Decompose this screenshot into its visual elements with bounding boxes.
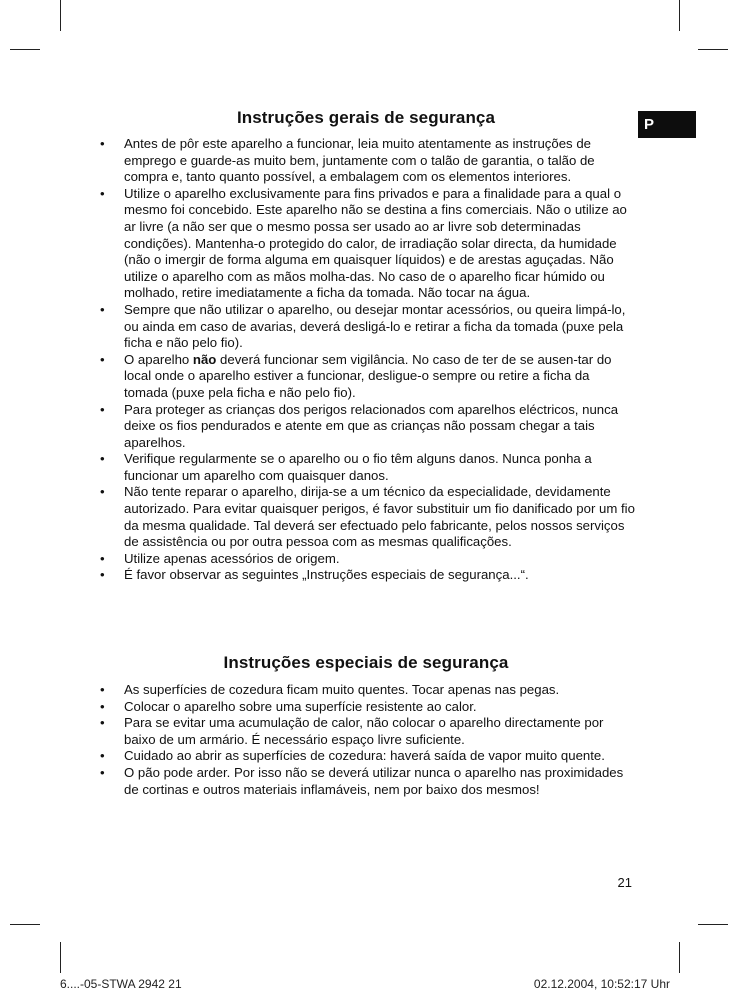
- list-item: • Não tente reparar o aparelho, dirija-se a um técnico da especialidade, devidamente autorizado. Para evitar quaisquer perigos, é favor substituir um fio danificado por um fio da mesma qualidade. Tal deverá ser efectuado pelo fabricante, pelos nossos serviços de assistência ou por outra pessoa com as mesmas qualificações.: [100, 484, 635, 550]
- crop-mark-top-left-horizontal: [10, 49, 40, 50]
- list-item-text: deverá funcionar sem vigilância. No caso de ter de se ausen-tar do local onde o aparelho estiver a funcionar, desligue-o sempre ou retire a ficha da tomada (puxe pela ficha e não pelo fio).: [124, 351, 612, 400]
- list-item: • Antes de pôr este aparelho a funcionar, leia muito atentamente as instruções de emprego e guarde-as muito bem, juntamente com o talão de garantia, o talão de compra e, tanto quanto possível, a embalagem com os elementos interiores.: [100, 136, 635, 186]
- list-item: • As superfícies de cozedura ficam muito quentes. Tocar apenas nas pegas.: [100, 682, 635, 699]
- list-item: • O pão pode arder. Por isso não se deverá utilizar nunca o aparelho nas proximidades de cortinas e outros materiais inflamáveis, nem por baixo dos mesmos!: [100, 765, 635, 798]
- footer-file-reference: 6....-05-STWA 2942 21: [60, 977, 182, 991]
- crop-mark-bottom-right-horizontal: [698, 924, 728, 925]
- list-item: • Utilize apenas acessórios de origem.: [100, 551, 635, 568]
- crop-mark-bottom-left-vertical: [60, 942, 61, 973]
- list-item: • Colocar o aparelho sobre uma superfície resistente ao calor.: [100, 699, 635, 716]
- special-safety-list: [100, 682, 635, 798]
- crop-mark-top-right-vertical: [679, 0, 680, 31]
- section-title-general-safety: Instruções gerais de segurança: [236, 108, 496, 127]
- list-item-text: O aparelho: [124, 351, 193, 367]
- crop-mark-bottom-right-vertical: [679, 942, 680, 973]
- list-item: • Utilize o aparelho exclusivamente para fins privados e para a finalidade para a qual o mesmo foi concebido. Este aparelho não se destina a fins comerciais. Não o utilize ao ar livre (a não ser que o mesmo possa ser usado ao ar livre sob determinadas condições). Mantenha-o protegido do calor, de irradiação solar directa, da humidade (não o imergir de forma alguma em quaisquer líquidos) e de arestas aguçadas. Não utilize o aparelho com as mãos molha-das. No caso de o aparelho ficar húmido ou molhado, retire imediatamente a ficha da tomada. Não tocar na água.: [100, 186, 635, 302]
- footer-timestamp: 02.12.2004, 10:52:17 Uhr: [533, 977, 670, 991]
- list-item: • Verifique regularmente se o aparelho ou o fio têm alguns danos. Nunca ponha a funcionar um aparelho com quaisquer danos.: [100, 451, 635, 484]
- page-number: 21: [617, 875, 632, 890]
- crop-mark-top-right-horizontal: [698, 49, 728, 50]
- list-item: • Para proteger as crianças dos perigos relacionados com aparelhos eléctricos, nunca deixe os fios pendurados e atente em que as crianças não possam chegar a tais aparelhos.: [100, 402, 635, 452]
- section-title-special-safety: Instruções especiais de segurança: [223, 653, 509, 672]
- list-item: • É favor observar as seguintes „Instruções especiais de segurança...“.: [100, 567, 635, 584]
- language-tab: P: [638, 111, 696, 138]
- list-item: [100, 352, 635, 402]
- crop-mark-bottom-left-horizontal: [10, 924, 40, 925]
- emphasis-not: não: [192, 351, 217, 367]
- list-item: • Para se evitar uma acumulação de calor, não colocar o aparelho directamente por baixo de um armário. É necessário espaço livre suficiente.: [100, 715, 635, 748]
- general-safety-list: [100, 136, 635, 584]
- list-item: • Sempre que não utilizar o aparelho, ou desejar montar acessórios, ou queira limpá-lo, ou ainda em caso de avarias, deverá desligá-lo e retirar a ficha da tomada (puxe pela ficha e não pelo fio).: [100, 302, 635, 352]
- crop-mark-top-left-vertical: [60, 0, 61, 31]
- list-item: • Cuidado ao abrir as superfícies de cozedura: haverá saída de vapor muito quente.: [100, 748, 635, 765]
